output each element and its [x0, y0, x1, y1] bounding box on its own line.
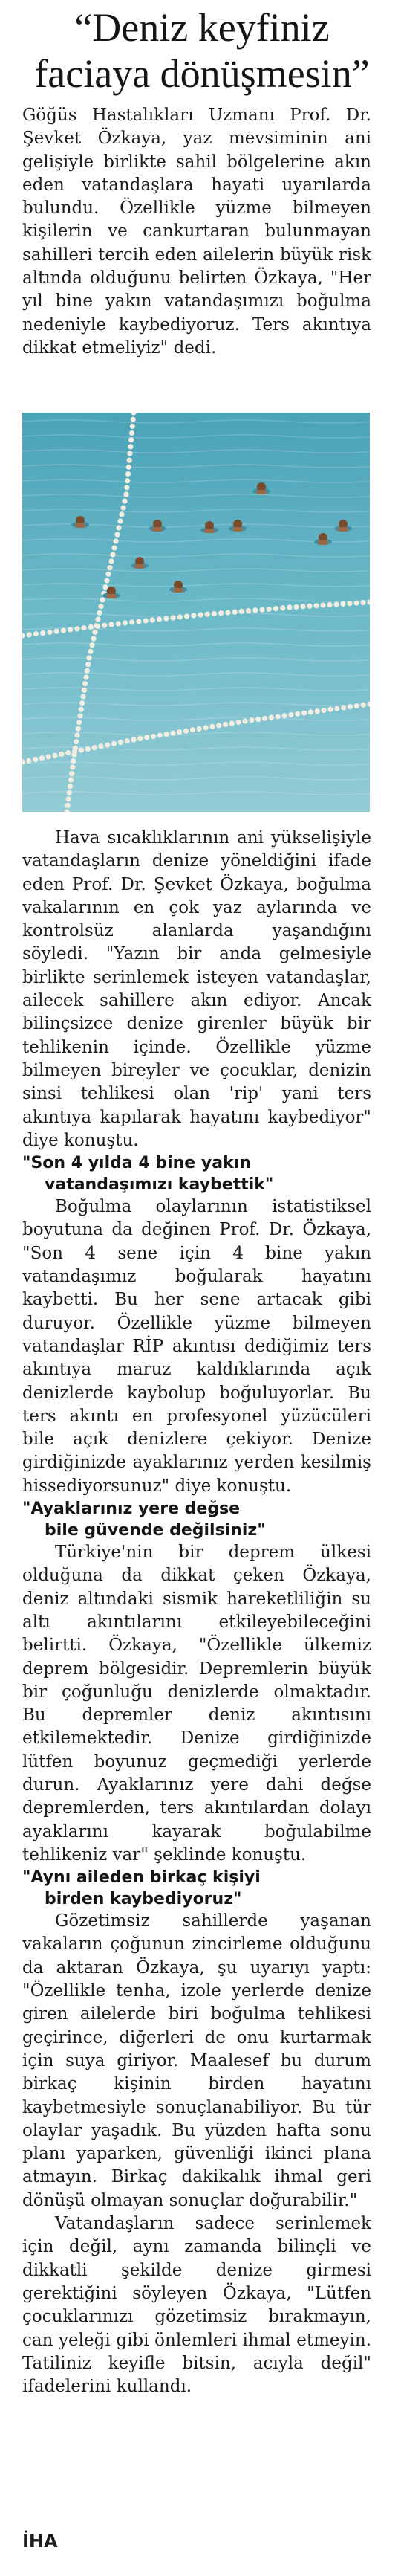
- buoy: [68, 778, 74, 783]
- buoy: [80, 694, 85, 699]
- buoy: [102, 584, 108, 590]
- buoy: [104, 578, 109, 583]
- buoy: [232, 610, 238, 615]
- buoy: [197, 726, 202, 732]
- buoy: [123, 620, 128, 625]
- buoy: [163, 616, 169, 621]
- buoy: [137, 736, 143, 741]
- buoy: [100, 597, 105, 602]
- buoy: [110, 552, 115, 557]
- buoy: [79, 707, 84, 712]
- swimmer-shoulders: [106, 594, 117, 598]
- buoy: [127, 458, 132, 463]
- buoy: [144, 735, 149, 740]
- buoy: [83, 674, 88, 679]
- buoy: [67, 790, 72, 795]
- buoy: [95, 616, 100, 622]
- buoy: [315, 708, 320, 714]
- buoy: [164, 732, 169, 737]
- buoy: [77, 713, 82, 718]
- swimmer-shoulders: [75, 523, 85, 528]
- buoy: [116, 621, 121, 626]
- paragraph-4: Gözetimsiz sahillerde yaşanan vakaların çoğunun zincirleme olduğunu da aktaran Özkaya, şu uyarıyı yaptı: "Özellikle tenha, izole yerlerde denize giren ailelerde biri boğulma tehlikesi geçirince, diğerleri de onu kurtarmak için suya giriyor. Maalesef bu durum birkaç kişinin birden hayatını kaybetmesiyle sonuçlanabiliyor. Bu tür olaylar yaşadık. Bu yüzden hafta sonu planı yaparken, güvenliği ikinci plana atmayın. Birkaç dakikalık ihmal geri dönüşü olmayan sonuçlar doğurabilir.": [22, 1911, 371, 2210]
- buoy: [65, 803, 71, 808]
- buoy: [157, 616, 162, 622]
- buoy: [107, 565, 112, 570]
- buoy: [259, 607, 264, 612]
- buoy: [307, 604, 312, 609]
- buoy: [74, 739, 79, 744]
- headline: [22, 4, 382, 97]
- buoy: [105, 742, 110, 747]
- buoy: [95, 624, 100, 629]
- buoy: [124, 485, 129, 490]
- subheading-1-line-2: vatandaşımızı kaybettik": [45, 1175, 274, 1195]
- buoy: [223, 722, 228, 727]
- buoy: [65, 750, 71, 755]
- buoy: [85, 662, 91, 667]
- buoy: [102, 623, 107, 628]
- buoy: [276, 714, 281, 719]
- buoy: [71, 758, 76, 764]
- buoy: [327, 602, 332, 607]
- subheading-2-line-2: bile güvende değilsiniz": [45, 1521, 266, 1540]
- buoy: [113, 538, 118, 543]
- buoy: [70, 765, 75, 770]
- buoy: [105, 572, 111, 577]
- buoy: [295, 711, 300, 717]
- paragraph-1: Hava sıcaklıklarının ani yükselişiyle vatandaşların denize yöneldiğini ifade eden Prof. Dr. Şevket Özkaya, boğulma vakalarının en çok yaz aylarında ve kontrolsüz alanlarda yaşandığını söyledi. "Yazın bir anda gelmesiyle birlikte serinlemek isteyen vatandaşlar, ailecek sahillere akın ediyor. Ancak bilinçsizce denize girenler büyük bir tehlikenin içinde. Özellikle yüzme bilmeyen bireyler ve çocuklar, denizin sinsi tehlikesi olan 'rip' yani ters akıntıya kapılarak hayatını kaybediyor" diye konuştu.: [22, 828, 371, 1150]
- paragraph-3: Türkiye'nin bir deprem ülkesi olduğuna da dikkat çeken Özkaya, deniz altındaki sismik hareketliliğin su altı akıntılarını etkileyebileceğini belirtti. Özkaya, "Özellikle ülkemiz deprem bölgesidir. Depremlerin büyük bir çoğunluğu denizlerde olmaktadır. Bu depremler deniz akıntısını etkilemektedir. Denize girdiğinizde lütfen boyunuz geçmediği yerlerde durun. Ayaklarınız yere dahi değse depremlerden, ters akıntılardan dolayı ayaklarını kayarak boğulabilme tehlikeniz var" şeklinde konuştu.: [22, 1543, 371, 1865]
- buoy: [353, 601, 359, 606]
- buoy: [216, 723, 221, 728]
- buoy: [125, 478, 130, 483]
- swimmer-shoulders: [232, 527, 243, 532]
- buoy: [128, 437, 134, 442]
- buoy: [308, 709, 313, 714]
- buoy: [267, 607, 272, 612]
- beach-photo: [22, 413, 370, 812]
- buoy: [334, 706, 339, 711]
- buoy: [74, 732, 79, 737]
- buoy: [288, 712, 293, 717]
- buoy: [190, 727, 195, 732]
- swimmer-shoulders: [338, 527, 348, 532]
- buoy: [177, 729, 182, 735]
- buoy: [125, 471, 131, 477]
- buoy: [111, 741, 117, 746]
- buoy: [184, 613, 189, 619]
- buoy: [72, 749, 77, 754]
- buoy: [74, 626, 79, 631]
- buoy: [143, 618, 149, 623]
- paragraph-2: Boğulma olaylarının istatistiksel boyutuna da değinen Prof. Dr. Özkaya, "Son 4 sene için 4 bine yakın vatandaşımız boğularak hayatını kaybetti. Bu her sene artacak gibi duruyor. Özellikle yüzme bilmeyen vatandaşlar RİP akıntısı dediğimiz ters akıntıya maruz kaldıklarında açık denizlerde kaybolup boğuluyorlar. Bu ters akıntı en profesyonel yüzücüleri bile açık denizlere çekiyor. Denize girdiğinizde ayaklarınız yerden kesilmiş hissediyorsunuz" diye konuştu.: [22, 1197, 371, 1496]
- subheading-3-line-1: "Aynı aileden birkaç kişiyi: [22, 1868, 261, 1888]
- subheading-3-line-2: birden kaybediyoruz": [45, 1890, 242, 1909]
- buoy: [212, 611, 217, 616]
- buoy: [119, 511, 124, 517]
- buoy: [53, 753, 58, 758]
- buoy: [130, 424, 135, 429]
- subheading-3: [22, 1867, 371, 1910]
- headline-line-1: “Deniz keyfiniz: [74, 5, 330, 50]
- buoy: [361, 703, 366, 708]
- buoy: [69, 771, 74, 776]
- buoy: [269, 715, 274, 720]
- buoy: [170, 731, 175, 736]
- buoy: [252, 607, 258, 613]
- buoy: [76, 720, 82, 725]
- buoy: [82, 681, 88, 686]
- author-credit: İHA: [22, 2531, 58, 2551]
- swimmer-shoulders: [318, 540, 328, 545]
- buoy: [27, 632, 32, 637]
- buoy: [209, 724, 215, 729]
- buoy: [108, 622, 114, 627]
- buoy: [262, 716, 267, 721]
- buoy: [47, 630, 52, 635]
- buoy: [85, 746, 91, 752]
- buoy: [225, 610, 230, 615]
- buoy: [76, 726, 81, 732]
- buoy: [98, 604, 103, 609]
- buoy: [136, 619, 141, 624]
- buoy: [123, 491, 128, 497]
- buoy: [354, 703, 359, 708]
- buoy: [183, 729, 189, 734]
- buoy: [127, 451, 132, 456]
- buoy: [128, 444, 133, 449]
- buoy: [39, 755, 45, 761]
- buoy: [114, 532, 120, 537]
- buoy: [108, 558, 114, 564]
- buoy: [91, 636, 96, 641]
- buoy: [313, 603, 319, 608]
- buoy: [348, 704, 353, 709]
- buoy: [79, 748, 84, 753]
- buoy: [88, 624, 94, 630]
- subheading-1: [22, 1152, 371, 1195]
- buoy: [205, 612, 210, 617]
- buoy: [126, 465, 131, 470]
- subheading-2-line-1: "Ayaklarınız yere değse: [22, 1500, 241, 1519]
- buoy: [273, 606, 278, 611]
- buoy: [116, 525, 121, 530]
- buoy: [79, 700, 85, 706]
- buoy: [129, 619, 134, 624]
- buoy: [46, 754, 51, 759]
- buoy: [120, 505, 125, 510]
- buoy: [301, 711, 307, 716]
- buoy: [91, 745, 97, 750]
- subheading-2: [22, 1498, 371, 1541]
- buoy: [66, 796, 71, 801]
- buoy: [191, 613, 196, 618]
- buoy: [122, 498, 127, 503]
- buoy: [320, 602, 325, 607]
- buoy: [177, 614, 183, 619]
- buoy: [129, 430, 134, 436]
- buoy: [68, 627, 73, 632]
- buoy: [170, 615, 175, 620]
- buoy: [88, 649, 93, 654]
- buoy: [98, 743, 103, 749]
- buoy: [249, 717, 254, 723]
- buoy: [85, 668, 90, 674]
- buoy: [89, 642, 94, 648]
- swimmer-shoulders: [256, 490, 267, 494]
- buoy: [229, 720, 235, 726]
- buoy: [300, 604, 305, 609]
- buoy: [97, 610, 102, 616]
- buoy: [86, 655, 91, 660]
- swimmer-shoulders: [134, 564, 145, 569]
- swimmer-shoulders: [152, 527, 163, 532]
- intro-column: [22, 104, 371, 360]
- buoy: [59, 752, 64, 757]
- buoy: [340, 601, 345, 607]
- paragraph-5: Vatandaşların sadece serinlemek için değil, aynı zamanda bilinçli ve dikkatli şekilde denize girmesi gerektiğini söyleyen Özkaya, "Lütfen çocuklarınızı gözetimsiz bırakmayın, can yeleği gibi önlemleri ihmal etmeyin. Tatiliniz keyifle bitsin, acıyla değil" ifadelerini kullandı.: [22, 2214, 371, 2397]
- buoy: [33, 631, 39, 636]
- buoy: [117, 518, 123, 523]
- intro-paragraph: Göğüs Hastalıkları Uzmanı Prof. Dr. Şevket Özkaya, yaz mevsiminin ani gelişiyle birlikte sahil bölgelerine akın eden vatandaşlara hayati uyarılarda bulundu. Özellikle yüzme bilmeyen kişilerin ve cankurtaran bulunmayan sahilleri tercih eden ailelerin büyük risk altında olduğunu belirten Özkaya, "Her yıl bine yakın vatandaşımızı boğulma nedeniyle kaybediyoruz. Ters akıntıya dikkat etmeliyiz" dedi.: [22, 106, 371, 358]
- buoy: [239, 609, 244, 614]
- buoy: [360, 600, 365, 605]
- sea-swimmers-image: [22, 413, 370, 812]
- buoy: [81, 625, 86, 630]
- buoy: [26, 758, 31, 764]
- buoy: [347, 601, 352, 606]
- buoy: [118, 740, 123, 745]
- buoy: [280, 605, 285, 610]
- buoy: [54, 629, 59, 634]
- buoy: [218, 610, 224, 616]
- buoy: [92, 630, 97, 635]
- buoy: [255, 717, 261, 722]
- buoy: [341, 705, 346, 710]
- buoy: [327, 707, 333, 712]
- buoy: [293, 604, 299, 610]
- buoy: [131, 417, 136, 422]
- buoy: [150, 617, 155, 622]
- buoy: [246, 608, 251, 613]
- buoy: [33, 757, 38, 762]
- buoy: [198, 612, 203, 617]
- buoy: [236, 720, 241, 725]
- swimmer-shoulders: [173, 588, 183, 593]
- buoy: [287, 604, 292, 610]
- buoy: [157, 733, 163, 738]
- subheading-1-line-1: "Son 4 yılda 4 bine yakın: [22, 1154, 251, 1173]
- buoy: [333, 601, 339, 607]
- buoy: [111, 545, 117, 550]
- buoy: [281, 713, 287, 718]
- headline-line-2: faciaya dönüşmesin”: [34, 51, 370, 96]
- buoy: [61, 627, 66, 633]
- buoy: [203, 725, 208, 730]
- buoy: [82, 688, 87, 693]
- buoy: [68, 784, 73, 789]
- buoy: [125, 738, 130, 743]
- swimmer-shoulders: [204, 529, 215, 533]
- buoy: [322, 708, 327, 713]
- buoy: [131, 737, 136, 742]
- buoy: [40, 630, 45, 636]
- buoy: [242, 718, 247, 723]
- buoy: [151, 734, 156, 739]
- body-column: [22, 827, 371, 2398]
